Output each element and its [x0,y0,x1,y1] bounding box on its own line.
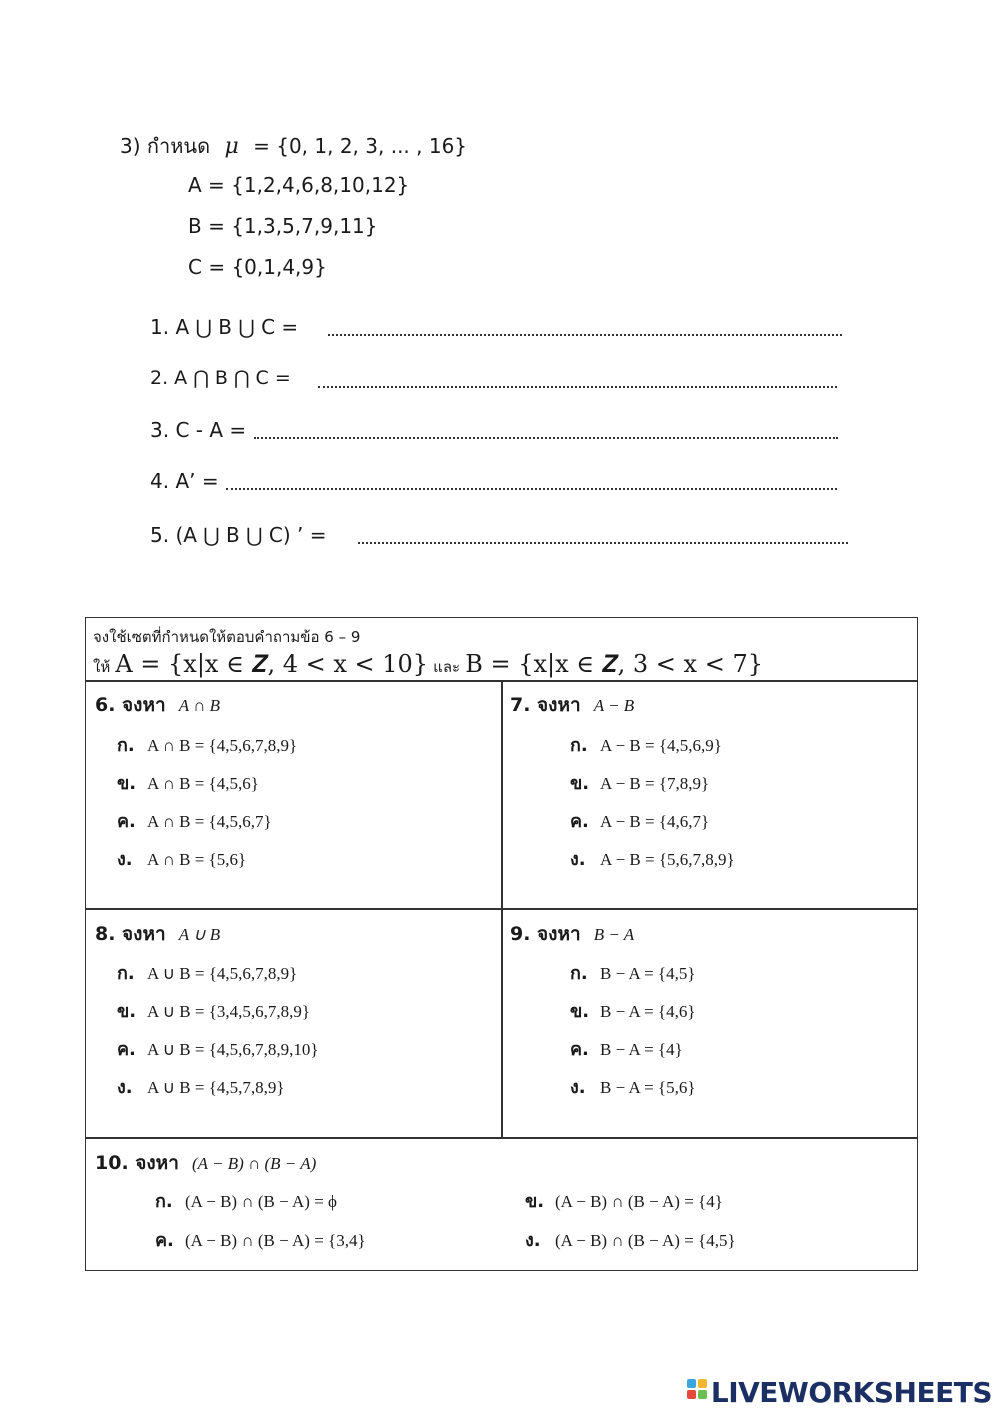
given-set-b: B = {x|x ∈ 𝒁, 3 < x < 7} [465,650,763,678]
option-text: (A − B) ∩ (B − A) = {4} [555,1192,723,1211]
item-label: 3. C - A = [150,418,247,442]
given-sets [93,650,763,679]
option-letter: ง. [570,1077,586,1098]
option-text: A ∩ B = {4,5,6,7,8,9} [147,736,298,755]
option-text: A ∩ B = {4,5,6,7} [147,812,272,831]
option-letter: ข. [117,773,137,794]
logo-text: LIVEWORKSHEETS [710,1376,992,1409]
set-a: A = {1,2,4,6,8,10,12} [188,173,410,197]
q7-option-a[interactable] [570,730,722,759]
q10-option-d[interactable] [525,1225,736,1254]
option-letter: ข. [117,1001,137,1022]
q6-option-c[interactable] [117,806,272,835]
universe-value: = {0, 1, 2, 3, ... , 16} [253,134,468,158]
question-expression: A ∩ B [178,696,220,715]
q10-option-c[interactable] [155,1225,366,1254]
q8-option-c[interactable] [117,1034,319,1063]
table-instruction: จงใช้เซตที่กำหนดให้ตอบคำถามข้อ 6 – 9 [93,628,361,646]
option-letter: ค. [155,1230,174,1251]
q3-item-5 [150,523,326,547]
option-letter: ก. [117,735,135,756]
q7-heading [510,690,634,720]
q7-option-d[interactable] [570,844,735,873]
table-divider [501,680,503,1138]
q9-option-a[interactable] [570,958,695,987]
question-number: 8. จงหา [95,923,166,945]
option-letter: ก. [570,963,588,984]
option-text: A − B = {4,5,6,9} [600,736,722,755]
option-text: A ∪ B = {4,5,6,7,8,9} [147,964,298,983]
question-number: 9. จงหา [510,923,581,945]
q8-option-a[interactable] [117,958,297,987]
option-letter: ข. [570,773,590,794]
option-text: (A − B) ∩ (B − A) = {3,4} [185,1231,366,1250]
q6-option-d[interactable] [117,844,246,873]
option-text: A ∪ B = {4,5,6,7,8,9,10} [147,1040,319,1059]
question-expression: A ∪ B [178,925,221,944]
q8-option-b[interactable] [117,996,310,1025]
option-text: B − A = {5,6} [600,1078,696,1097]
option-letter: ง. [117,849,133,870]
question-number: 6. จงหา [95,694,166,716]
q3-item-2 [150,367,291,389]
q9-option-c[interactable] [570,1034,683,1063]
option-letter: ก. [117,963,135,984]
q8-option-d[interactable] [117,1072,285,1101]
option-letter: ข. [525,1191,545,1212]
option-text: B − A = {4,6} [600,1002,696,1021]
option-text: (A − B) ∩ (B − A) = ϕ [185,1192,337,1211]
option-text: B − A = {4} [600,1040,683,1059]
q6-heading [95,690,220,720]
option-text: A ∪ B = {3,4,5,6,7,8,9} [147,1002,311,1021]
option-text: A ∩ B = {4,5,6} [147,774,259,793]
option-text: A − B = {7,8,9} [600,774,710,793]
option-text: A − B = {4,6,7} [600,812,710,831]
question-number: 7. จงหา [510,694,581,716]
given-prefix: ให้ [93,658,111,676]
question-expression: A − B [593,696,635,715]
option-letter: ก. [155,1191,173,1212]
q9-heading [510,919,634,949]
answer-field-2[interactable] [318,368,837,388]
answer-field-1[interactable] [328,316,842,336]
set-c: C = {0,1,4,9} [188,255,327,279]
given-and: และ [433,658,461,676]
given-set-a: A = {x|x ∈ 𝒁, 4 < x < 10} [115,650,429,678]
item-label: 4. A’ = [150,469,219,493]
option-letter: ง. [525,1230,541,1251]
option-letter: ค. [570,811,589,832]
universe-symbol: μ [224,134,239,159]
option-text: (A − B) ∩ (B − A) = {4,5} [555,1231,736,1250]
q7-option-b[interactable] [570,768,709,797]
option-letter: ค. [117,811,136,832]
q3-item-4 [150,469,219,493]
option-letter: ค. [570,1039,589,1060]
q6-option-b[interactable] [117,768,259,797]
question-expression: (A − B) ∩ (B − A) [191,1154,317,1173]
q3-item-1 [150,315,298,339]
liveworksheets-logo[interactable] [687,1376,992,1409]
option-letter: ง. [570,849,586,870]
q3-number: 3) กำหนด [120,134,211,158]
option-letter: ง. [117,1077,133,1098]
item-label: 1. A ⋃ B ⋃ C = [150,315,299,339]
option-text: A ∪ B = {4,5,7,8,9} [147,1078,285,1097]
question-number: 10. จงหา [95,1152,179,1174]
q9-option-b[interactable] [570,996,695,1025]
q3-item-3 [150,418,246,442]
option-text: B − A = {4,5} [600,964,696,983]
item-label: 5. (A ⋃ B ⋃ C) ’ = [150,523,327,547]
q10-heading [95,1148,316,1178]
option-letter: ก. [570,735,588,756]
answer-field-4[interactable] [226,470,837,490]
q10-option-b[interactable] [525,1186,723,1215]
logo-mark-icon [687,1379,709,1405]
option-text: A ∩ B = {5,6} [147,850,247,869]
q10-option-a[interactable] [155,1186,337,1215]
q3-heading [120,130,467,162]
question-expression: B − A [593,925,635,944]
q9-option-d[interactable] [570,1072,695,1101]
option-text: A − B = {5,6,7,8,9} [600,850,735,869]
q8-heading [95,919,220,949]
option-letter: ข. [570,1001,590,1022]
q6-option-a[interactable] [117,730,297,759]
option-letter: ค. [117,1039,136,1060]
item-label: 2. A ⋂ B ⋂ C = [150,367,291,389]
q7-option-c[interactable] [570,806,709,835]
answer-field-3[interactable] [254,419,838,439]
set-b: B = {1,3,5,7,9,11} [188,214,378,238]
answer-field-5[interactable] [358,524,848,544]
